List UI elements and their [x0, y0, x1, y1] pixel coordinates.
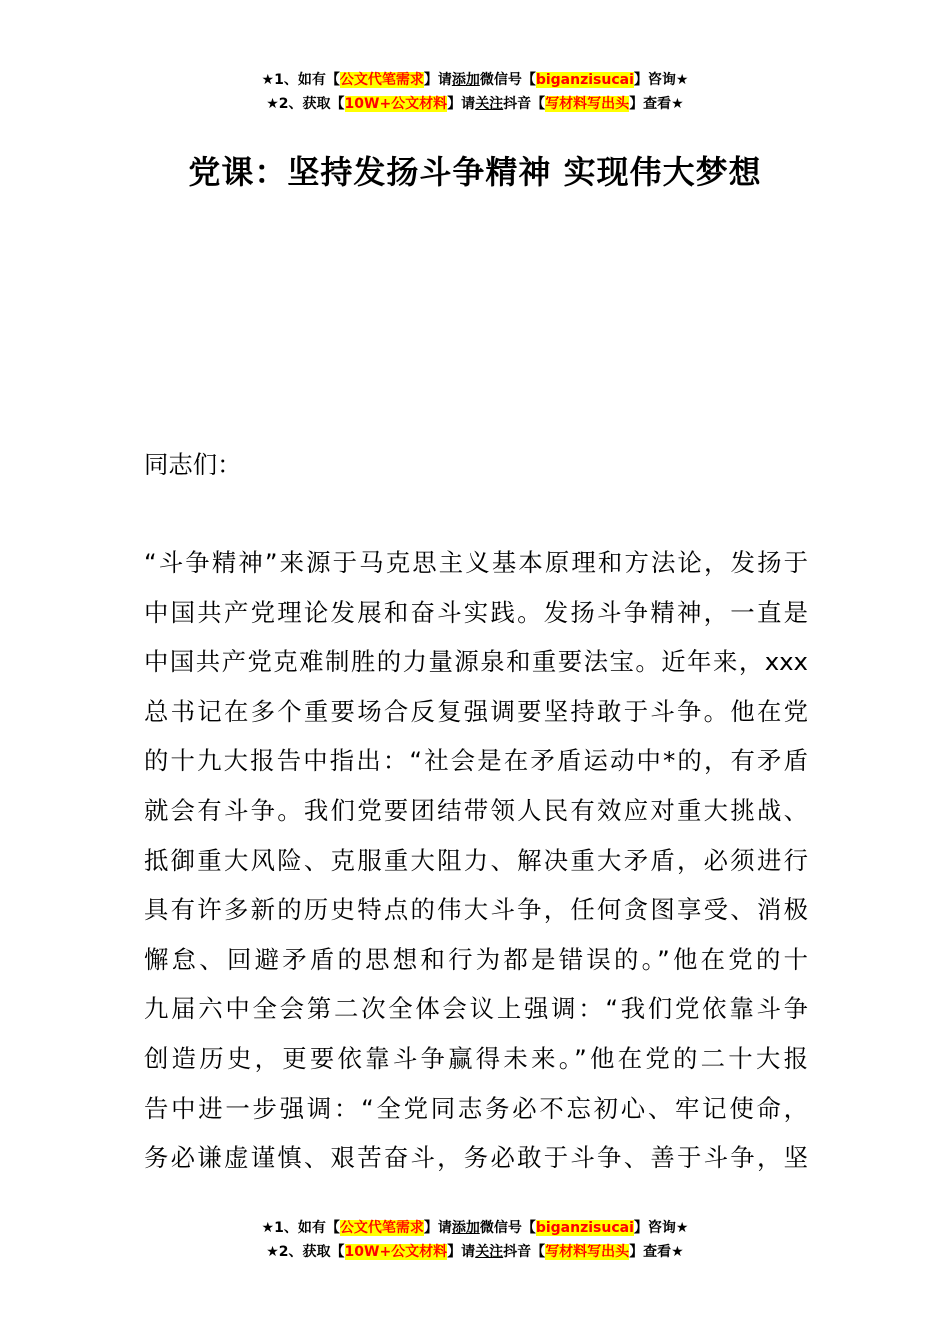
paragraph-line: 中国共产党理论发展和奋斗实践。发扬斗争精神，一直是 — [144, 597, 808, 627]
promo-text: 】咨询★ — [633, 1220, 689, 1236]
promo-text: 】请 — [423, 1220, 452, 1236]
promo-text: ★1、如有【 — [261, 1220, 340, 1236]
promo-line-1 — [0, 68, 950, 92]
promo-line-1 — [0, 1216, 950, 1240]
promo-highlight: 10W+公文材料 — [344, 1244, 448, 1260]
promo-text: ★1、如有【 — [261, 72, 340, 88]
promo-text: 微信号【 — [479, 1220, 536, 1236]
promo-wechat-id: biganzisucai — [535, 1220, 634, 1236]
promo-text: 】咨询★ — [633, 72, 689, 88]
promo-header — [0, 68, 950, 116]
paragraph-line: 抵御重大风险、克服重大阻力、解决重大矛盾，必须进行 — [144, 845, 808, 875]
paragraph-line: 总书记在多个重要场合反复强调要坚持敢于斗争。他在党 — [144, 696, 808, 726]
paragraph-line: 就会有斗争。我们党要团结带领人民有效应对重大挑战、 — [144, 795, 808, 825]
paragraph-line: 的十九大报告中指出：“社会是在矛盾运动中*的，有矛盾 — [144, 746, 808, 776]
promo-text: 】请 — [423, 72, 452, 88]
paragraph-line: 务必谦虚谨慎、艰苦奋斗，务必敢于斗争、善于斗争，坚 — [144, 1143, 808, 1173]
paragraph-line: 告中进一步强调：“全党同志务必不忘初心、牢记使命， — [144, 1093, 808, 1123]
paragraph-line: 九届六中全会第二次全体会议上强调：“我们党依靠斗争 — [144, 994, 808, 1024]
promo-text: 】查看★ — [629, 96, 684, 112]
promo-douyin-id: 写材料写出头 — [545, 96, 630, 112]
greeting: 同志们： — [144, 450, 242, 479]
promo-text: 】请 — [447, 96, 476, 112]
promo-underline: 添加 — [451, 72, 480, 88]
paragraph-line: 懈怠、回避矛盾的思想和行为都是错误的。”他在党的十 — [144, 944, 808, 974]
body-paragraph — [144, 538, 808, 1183]
promo-footer — [0, 1216, 950, 1264]
paragraph-line: 中国共产党克难制胜的力量源泉和重要法宝。近年来，xxx — [144, 647, 808, 677]
promo-underline: 关注 — [475, 1244, 504, 1260]
promo-highlight: 10W+公文材料 — [344, 96, 448, 112]
promo-underline: 添加 — [451, 1220, 480, 1236]
promo-text: 微信号【 — [479, 72, 536, 88]
promo-line-2 — [0, 1240, 950, 1264]
paragraph-line: 具有许多新的历史特点的伟大斗争，任何贪图享受、消极 — [144, 895, 808, 925]
promo-text: 抖音【 — [503, 96, 546, 112]
document-title: 党课：坚持发扬斗争精神 实现伟大梦想 — [188, 153, 762, 191]
paragraph-line: 创造历史，更要依靠斗争赢得未来。”他在党的二十大报 — [144, 1043, 808, 1073]
promo-text: 】请 — [447, 1244, 476, 1260]
promo-underline: 关注 — [475, 96, 504, 112]
promo-douyin-id: 写材料写出头 — [545, 1244, 630, 1260]
promo-highlight: 公文代笔需求 — [339, 1220, 424, 1236]
promo-text: 】查看★ — [629, 1244, 684, 1260]
promo-text: 抖音【 — [503, 1244, 546, 1260]
promo-line-2 — [0, 92, 950, 116]
paragraph-line: “斗争精神”来源于马克思主义基本原理和方法论，发扬于 — [144, 548, 808, 577]
promo-wechat-id: biganzisucai — [535, 72, 634, 88]
promo-text: ★2、获取【 — [266, 96, 345, 112]
promo-text: ★2、获取【 — [266, 1244, 345, 1260]
promo-highlight: 公文代笔需求 — [339, 72, 424, 88]
